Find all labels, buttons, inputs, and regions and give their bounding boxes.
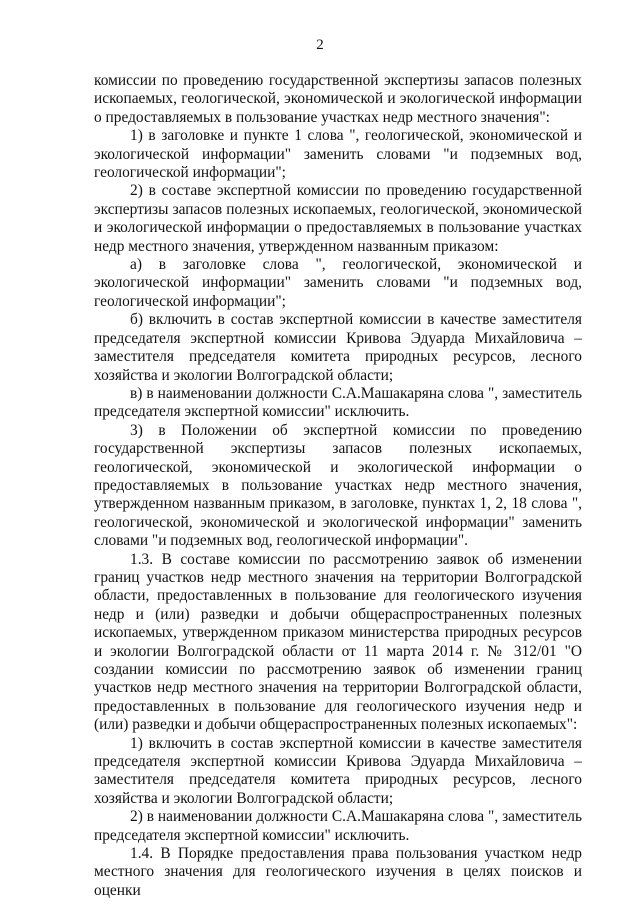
page-number: 2 <box>316 37 324 53</box>
paragraph-item-1: 1) в заголовке и пункте 1 слова ", геологической, экономической и экологической информации" заменить словами "и подземных вод, геологической информации"; <box>94 127 582 182</box>
paragraph-section-1-3-item-1: 1) включить в состав экспертной комиссии в качестве заместителя председателя экспертной комиссии Кривова Эдуарда Михайловича – заместителя председателя комитета природных ресурсов, лесного хозяйства и экологии Волгоградской области; <box>94 734 582 807</box>
paragraph-section-1-3: 1.3. В составе комиссии по рассмотрению заявок об изменении границ участков недр местного значения на территории Волгоградской области, предоставленных в пользование для геологического изучения недр и (или) разведки и добычи общераспространенных полезных ископаемых, утвержденном приказом министерства природных ресурсов и экологии Волгоградской области от 11 марта 2014 г. № 312/01 "О создании комиссии по рассмотрению заявок об изменении границ участков недр местного значения на территории Волгоградской области, предоставленных в пользование для геологического изучения недр и (или) разведки и добычи общераспространенных полезных ископаемых": <box>94 550 582 734</box>
paragraph-subitem-v: в) в наименовании должности С.А.Машакаряна слова ", заместитель председателя экспертной комиссии" исключить. <box>94 384 582 421</box>
paragraph-intro-continuation: комиссии по проведению государственной экспертизы запасов полезных ископаемых, геологической, экономической и экологической информации о предоставляемых в пользование участках недр местного значения": <box>94 72 582 126</box>
paragraph-item-2: 2) в составе экспертной комиссии по проведению государственной экспертизы запасов полезных ископаемых, геологической, экономической и экологической информации о предоставляемых в пользование участках недр местного значения, утвержденном названным приказом: <box>94 182 582 255</box>
paragraph-section-1-4: 1.4. В Порядке предоставления права пользования участком недр местного значения для геологического изучения в целях поисков и оценки <box>94 845 582 899</box>
document-body <box>94 72 582 900</box>
paragraph-section-1-3-item-2: 2) в наименовании должности С.А.Машакаряна слова ", заместитель председателя экспертной комиссии" исключить. <box>94 808 582 844</box>
paragraph-subitem-a: а) в заголовке слова ", геологической, экономической и экологической информации" заменить словами "и подземных вод, геологической информации"; <box>94 256 582 310</box>
paragraph-item-3: 3) в Положении об экспертной комиссии по проведению государственной экспертизы запасов полезных ископаемых, геологической, экономической и экологической информации о предоставляемых в пользование участках недр местного значения, утвержденном названным приказом, в заголовке, пунктах 1, 2, 18 слова ", геологической, экономической и экологической информации" заменить словами "и подземных вод, геологической информации". <box>94 421 582 550</box>
paragraph-subitem-b: б) включить в состав экспертной комиссии в качестве заместителя председателя экспертной комиссии Кривова Эдуарда Михайловича – заместителя председателя комитета природных ресурсов, лесного хозяйства и экологии Волгоградской области; <box>94 311 582 384</box>
